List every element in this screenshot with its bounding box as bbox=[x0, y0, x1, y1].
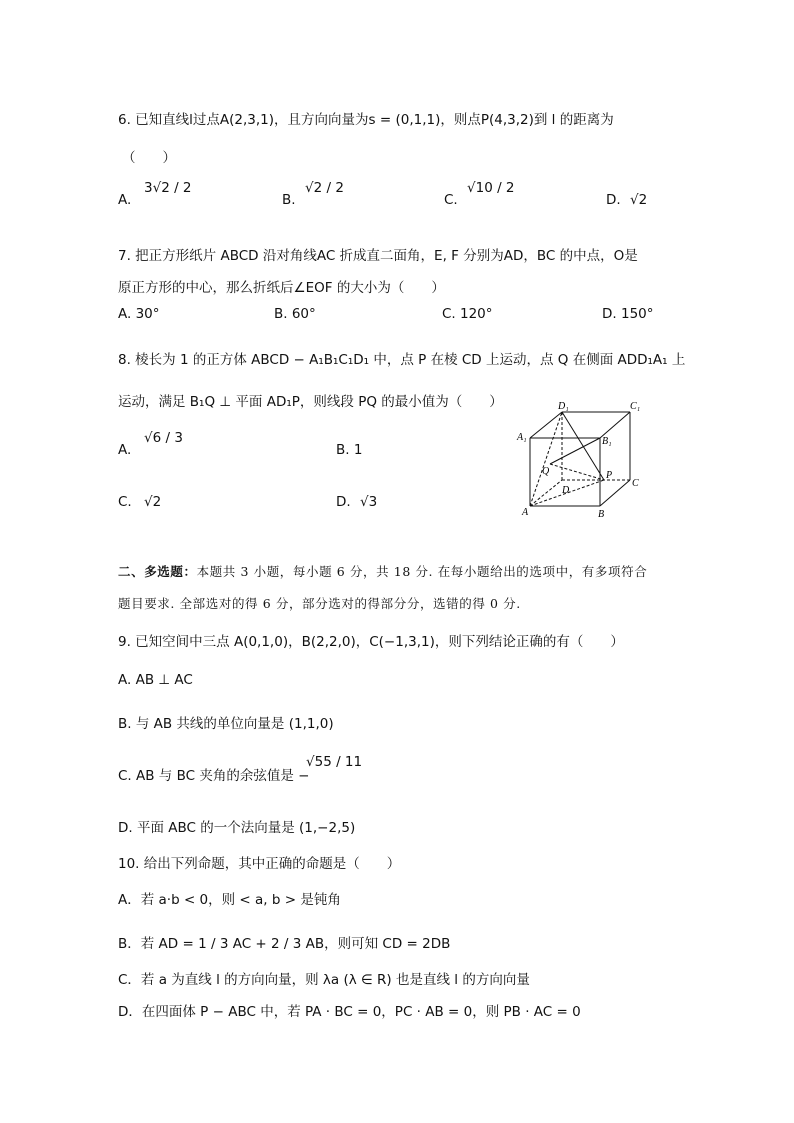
q6-option-b-label: B. bbox=[282, 192, 296, 208]
q10-option-b bbox=[118, 932, 450, 952]
q6-option-d-label: D. bbox=[606, 192, 621, 208]
q6-option-a-label: A. bbox=[118, 192, 132, 208]
q6-paren: （ ） bbox=[122, 150, 176, 166]
label-a: A bbox=[522, 507, 529, 518]
label-d1: D₁ bbox=[558, 401, 569, 412]
q9-stem: 9. 已知空间中三点 A(0,1,0)，B(2,2,0)，C(−1,3,1)，则下列结论正确的有（ ） bbox=[118, 634, 624, 650]
cube-figure bbox=[512, 398, 662, 520]
label-a1: A₁ bbox=[517, 432, 527, 443]
section2-line1: 本题共 3 小题，每小题 6 分，共 18 分. 在每小题给出的选项中，有多项符合 bbox=[196, 564, 648, 579]
q7-option-d: D. 150° bbox=[602, 306, 654, 322]
q9-option-d: D. 平面 ABC 的一个法向量是 (1,−2,5) bbox=[118, 820, 356, 836]
label-b1: B₁ bbox=[602, 436, 612, 447]
q10-option-a: A．若 a·b < 0，则 < a, b > 是钝角 bbox=[118, 892, 341, 908]
q6-option-b-value: √2 / 2 bbox=[305, 180, 344, 196]
q8-option-d-label: D. bbox=[336, 494, 351, 510]
q10-option-b-post: AB，则可知 CD = 2DB bbox=[305, 936, 451, 952]
q8-option-a-value: √6 / 3 bbox=[144, 430, 183, 446]
q9-option-c: C. AB 与 BC 夹角的余弦值是 − bbox=[118, 768, 310, 784]
q7-option-a: A. 30° bbox=[118, 306, 160, 322]
q8-option-d-value: √3 bbox=[360, 494, 378, 510]
q8-option-c-value: √2 bbox=[144, 494, 162, 510]
q8-line1: 8. 棱长为 1 的正方体 ABCD − A₁B₁C₁D₁ 中，点 P 在棱 CD 上运动，点 Q 在侧面 ADD₁A₁ 上 bbox=[118, 352, 686, 368]
label-b: B bbox=[598, 509, 605, 520]
q10-option-d: D．在四面体 P − ABC 中，若 PA · BC = 0，PC · AB = 0，则 PB · AC = 0 bbox=[118, 1004, 581, 1020]
label-c1: C₁ bbox=[630, 401, 641, 412]
q8-option-a-label: A. bbox=[118, 442, 132, 458]
label-d: D bbox=[562, 485, 570, 496]
q9-option-c-value: √55 / 11 bbox=[306, 754, 363, 770]
section2-line2: 题目要求. 全部选对的得 6 分，部分选对的得部分分，选错的得 0 分. bbox=[118, 596, 521, 611]
q9-option-a: A. AB ⊥ AC bbox=[118, 672, 193, 688]
label-c: C bbox=[632, 478, 639, 489]
section2-title: 二、多选题： bbox=[118, 564, 197, 579]
q8-option-b: B. 1 bbox=[336, 442, 363, 458]
q10-option-b-frac2: 2 / 3 bbox=[271, 936, 302, 952]
q7-option-c: C. 120° bbox=[442, 306, 493, 322]
q6-option-c-value: √10 / 2 bbox=[467, 180, 515, 196]
q9-option-b: B. 与 AB 共线的单位向量是 (1,1,0) bbox=[118, 716, 334, 732]
q7-option-b: B. 60° bbox=[274, 306, 316, 322]
q7-line1: 7. 把正方形纸片 ABCD 沿对角线AC 折成直二面角，E, F 分别为AD，BC 的中点，O是 bbox=[118, 248, 638, 264]
q6-option-a-value: 3√2 / 2 bbox=[144, 180, 192, 196]
q10-option-b-pre: B．若 AD = bbox=[118, 936, 194, 952]
label-q: Q bbox=[542, 466, 550, 477]
q7-line2: 原正方形的中心，那么折纸后∠EOF 的大小为（ ） bbox=[118, 280, 445, 296]
section2-header bbox=[118, 562, 647, 580]
q6-option-c-label: C. bbox=[444, 192, 458, 208]
q6-option-d-value: √2 bbox=[630, 192, 648, 208]
q10-stem: 10. 给出下列命题，其中正确的命题是（ ） bbox=[118, 856, 401, 872]
q10-option-b-mid: AC + bbox=[232, 936, 267, 952]
q10-option-b-frac1: 1 / 3 bbox=[198, 936, 229, 952]
label-p: P bbox=[606, 470, 613, 481]
q6-stem: 6. 已知直线l过点A(2,3,1)，且方向向量为s = (0,1,1)，则点P(4,3,2)到 l 的距离为 bbox=[118, 112, 614, 128]
q8-option-c-label: C. bbox=[118, 494, 132, 510]
q8-line2: 运动，满足 B₁Q ⊥ 平面 AD₁P，则线段 PQ 的最小值为（ ） bbox=[118, 394, 503, 410]
q10-option-c: C．若 a 为直线 l 的方向向量，则 λa (λ ∈ R) 也是直线 l 的方向向量 bbox=[118, 972, 530, 988]
